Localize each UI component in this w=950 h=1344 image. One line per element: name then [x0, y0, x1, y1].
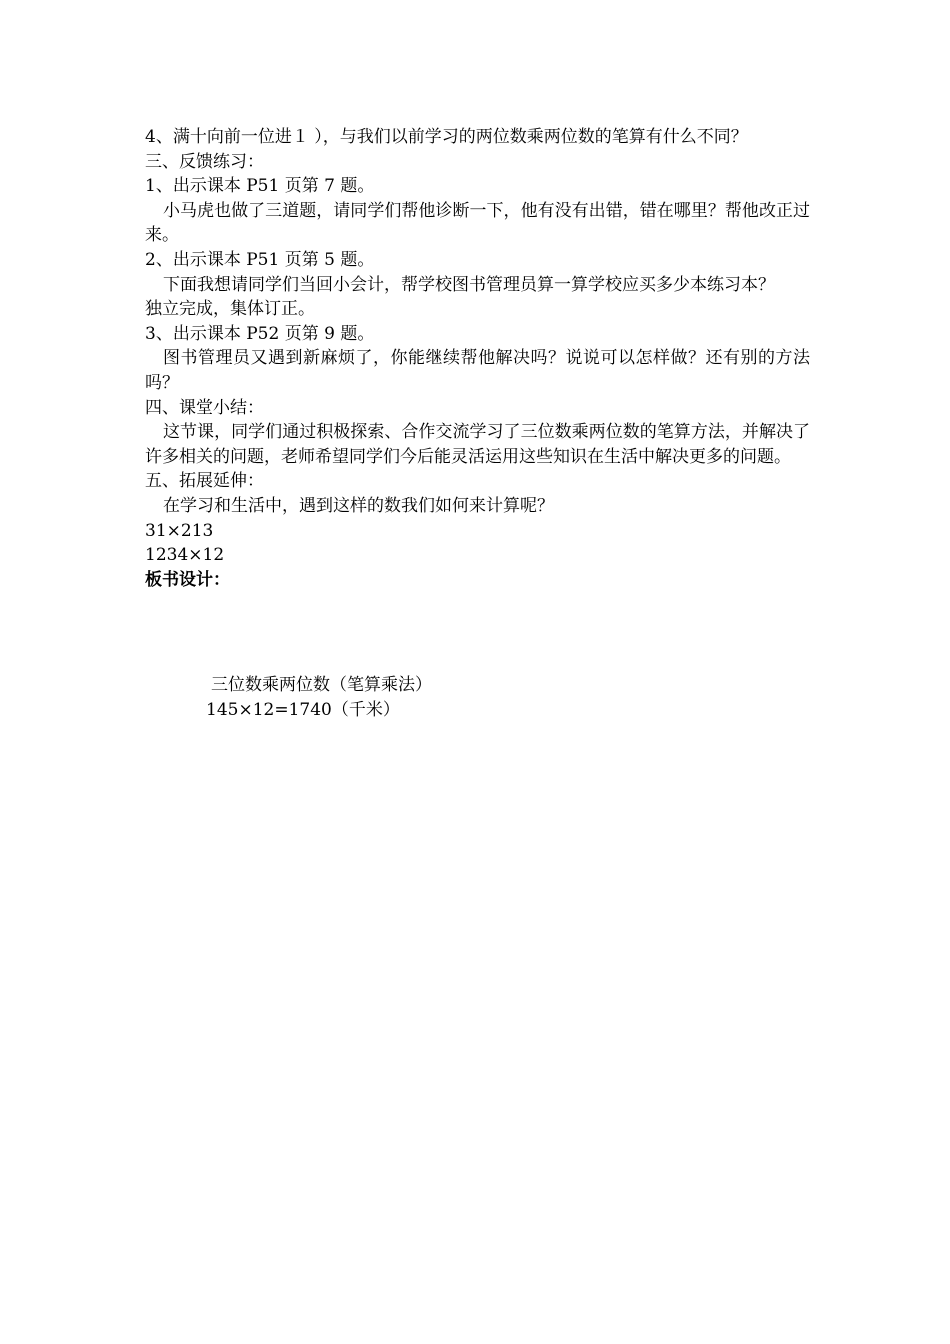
list-item-2: 2、出示课本 P51 页第 5 题。 [145, 249, 375, 270]
paragraph: 这节课，同学们通过积极探索、合作交流学习了三位数乘两位数的笔算方法，并解决了许多相关的问题，老师希望同学们今后能灵活运用这些知识在生活中解决更多的问题。 [145, 422, 810, 467]
section-heading-extension: 五、拓展延伸： [145, 471, 264, 492]
list-item-1: 1、出示课本 P51 页第 7 题。 [145, 176, 375, 197]
section-heading-feedback: 三、反馈练习： [145, 151, 264, 172]
expression: 1234×12 [145, 545, 225, 566]
board-heading: 板书设计： [145, 569, 230, 590]
text-line: 4、满十向前一位进１ ），与我们以前学习的两位数乘两位数的笔算有什么不同？ [145, 127, 748, 147]
paragraph: 小马虎也做了三道题，请同学们帮他诊断一下，他有没有出错，错在哪里？帮他改正过来。 [145, 200, 810, 246]
board-title: 三位数乘两位数（笔算乘法） [211, 675, 432, 695]
section-heading-summary: 四、课堂小结： [145, 397, 264, 418]
text-line: 独立完成，集体订正。 [145, 299, 315, 320]
document-body [145, 125, 810, 592]
paragraph: 下面我想请同学们当回小会计，帮学校图书管理员算一算学校应买多少本练习本？ [163, 274, 775, 295]
paragraph: 图书管理员又遇到新麻烦了，你能继续帮他解决吗？说说可以怎样做？还有别的方法吗？ [145, 348, 810, 393]
paragraph: 在学习和生活中，遇到这样的数我们如何来计算呢？ [163, 495, 554, 516]
board-equation: 145×12=1740（千米） [206, 700, 400, 720]
list-item-3: 3、出示课本 P52 页第 9 题。 [145, 323, 375, 344]
expression: 31×213 [145, 520, 214, 541]
board-design [145, 673, 810, 723]
